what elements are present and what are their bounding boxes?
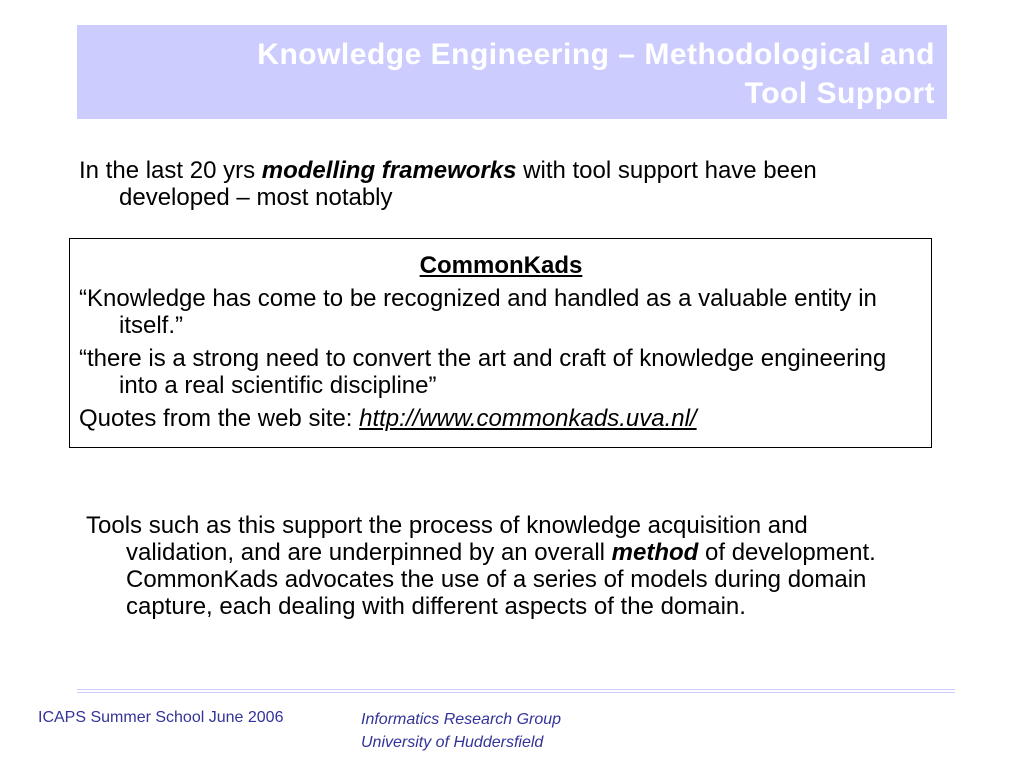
commonkads-quote-box [69, 238, 932, 448]
footer-university: University of Huddersfield [361, 734, 544, 751]
intro-text-after: with tool support have been developed – most notably [119, 157, 817, 211]
slide-title-line-2: Tool Support [744, 77, 935, 110]
intro-text-before: In the last 20 yrs [79, 157, 262, 184]
quote-2: “there is a strong need to convert the art and craft of knowledge engineering into a real scientific discipline” [79, 345, 887, 399]
footer-group: Informatics Research Group [361, 711, 562, 728]
intro-emphasis: modelling frameworks [261, 157, 517, 184]
intro-paragraph [79, 157, 899, 211]
tools-text-after: of development. CommonKads advocates the use of a series of models during domain capture, each dealing with different aspects of the domain. [126, 539, 876, 620]
quote-source [79, 405, 923, 432]
footer-divider [77, 689, 955, 693]
tools-paragraph [86, 512, 906, 620]
box-heading: CommonKads [419, 252, 583, 279]
slide-title-line-1: Knowledge Engineering – Methodological and [257, 38, 935, 71]
footer-event: ICAPS Summer School June 2006 [38, 709, 284, 726]
source-label: Quotes from the web site: [79, 405, 360, 432]
quote-1: “Knowledge has come to be recognized and handled as a valuable entity in itself.” [79, 285, 877, 339]
tools-emphasis: method [611, 539, 699, 566]
commonkads-link[interactable]: http://www.commonkads.uva.nl/ [359, 405, 697, 432]
footer-affiliation [361, 708, 561, 754]
tools-text-before: Tools such as this support the process of knowledge acquisition and validation, and are underpinned by an overall [86, 512, 808, 566]
title-banner [77, 25, 947, 119]
